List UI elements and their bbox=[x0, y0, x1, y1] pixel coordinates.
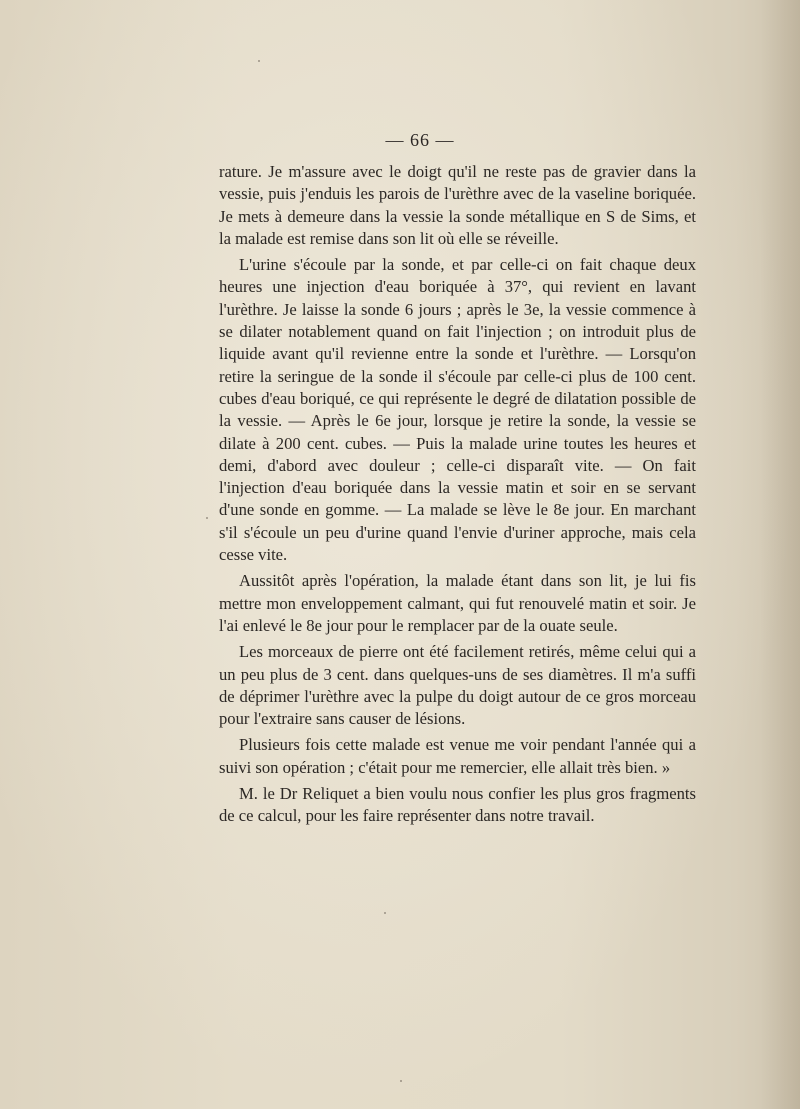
page-number: — 66 — bbox=[385, 130, 455, 150]
paragraph-3: Aussitôt après l'opération, la malade étant dans son lit, je lui fis mettre mon enveloppement calmant, qui fut renouvelé matin et soir. Je l'ai enlevé le 8e jour pour le remplacer par de la ouate seule. bbox=[219, 571, 696, 635]
paper-speck bbox=[384, 912, 386, 914]
paragraph-2: L'urine s'écoule par la sonde, et par celle-ci on fait chaque deux heures une injection d'eau boriquée à 37°, qui revient en lavant l'urèthre. Je laisse la sonde 6 jours ; après le 3e, la vessie commence à se dilater notablement quand on fait l'injection ; on introduit plus de liquide avant qu'il revienne entre la sonde et l'urèthre. — Lorsqu'on retire la seringue de la sonde il s'écoule par celle-ci plus de 100 cent. cubes d'eau boriqué, ce qui représente le degré de dilatation possible de la vessie. — Après le 6e jour, lorsque je retire la sonde, la vessie se dilate à 200 cent. cubes. — Puis la malade urine toutes les heures et demi, d'abord avec douleur ; celle-ci disparaît vite. — On fait l'injection d'eau boriquée dans la vessie matin et soir en se servant d'une sonde en gomme. — La malade se lève le 8e jour. En marchant s'il s'écoule un peu d'urine quand l'envie d'uriner approche, mais cela cesse vite. bbox=[219, 255, 696, 565]
paragraph-1: rature. Je m'assure avec le doigt qu'il ne reste pas de gravier dans la vessie, puis j'enduis les parois de l'urèthre avec de la vaseline boriquée. Je mets à demeure dans la vessie la sonde métallique en S de Sims, et la malade est remise dans son lit où elle se réveille. bbox=[219, 162, 696, 248]
paper-speck bbox=[206, 517, 208, 519]
paragraph-4: Les morceaux de pierre ont été facilement retirés, même celui qui a un peu plus de 3 cent. dans quelques-uns de ses diamètres. Il m'a suffi de déprimer l'urèthre avec la pulpe du doigt autour de ce gros morceau pour l'extraire sans causer de lésions. bbox=[219, 642, 696, 729]
paper-speck bbox=[258, 60, 260, 62]
body-text bbox=[219, 161, 696, 832]
paragraph-6: M. le Dr Reliquet a bien voulu nous confier les plus gros fragments de ce calcul, pour les faire représenter dans notre travail. bbox=[219, 784, 696, 826]
paper-speck bbox=[400, 1080, 402, 1082]
paragraph-5: Plusieurs fois cette malade est venue me voir pendant l'année qui a suivi son opération ; c'était pour me remercier, elle allait très bien. » bbox=[219, 735, 696, 777]
page-edge-shadow bbox=[760, 0, 800, 1109]
